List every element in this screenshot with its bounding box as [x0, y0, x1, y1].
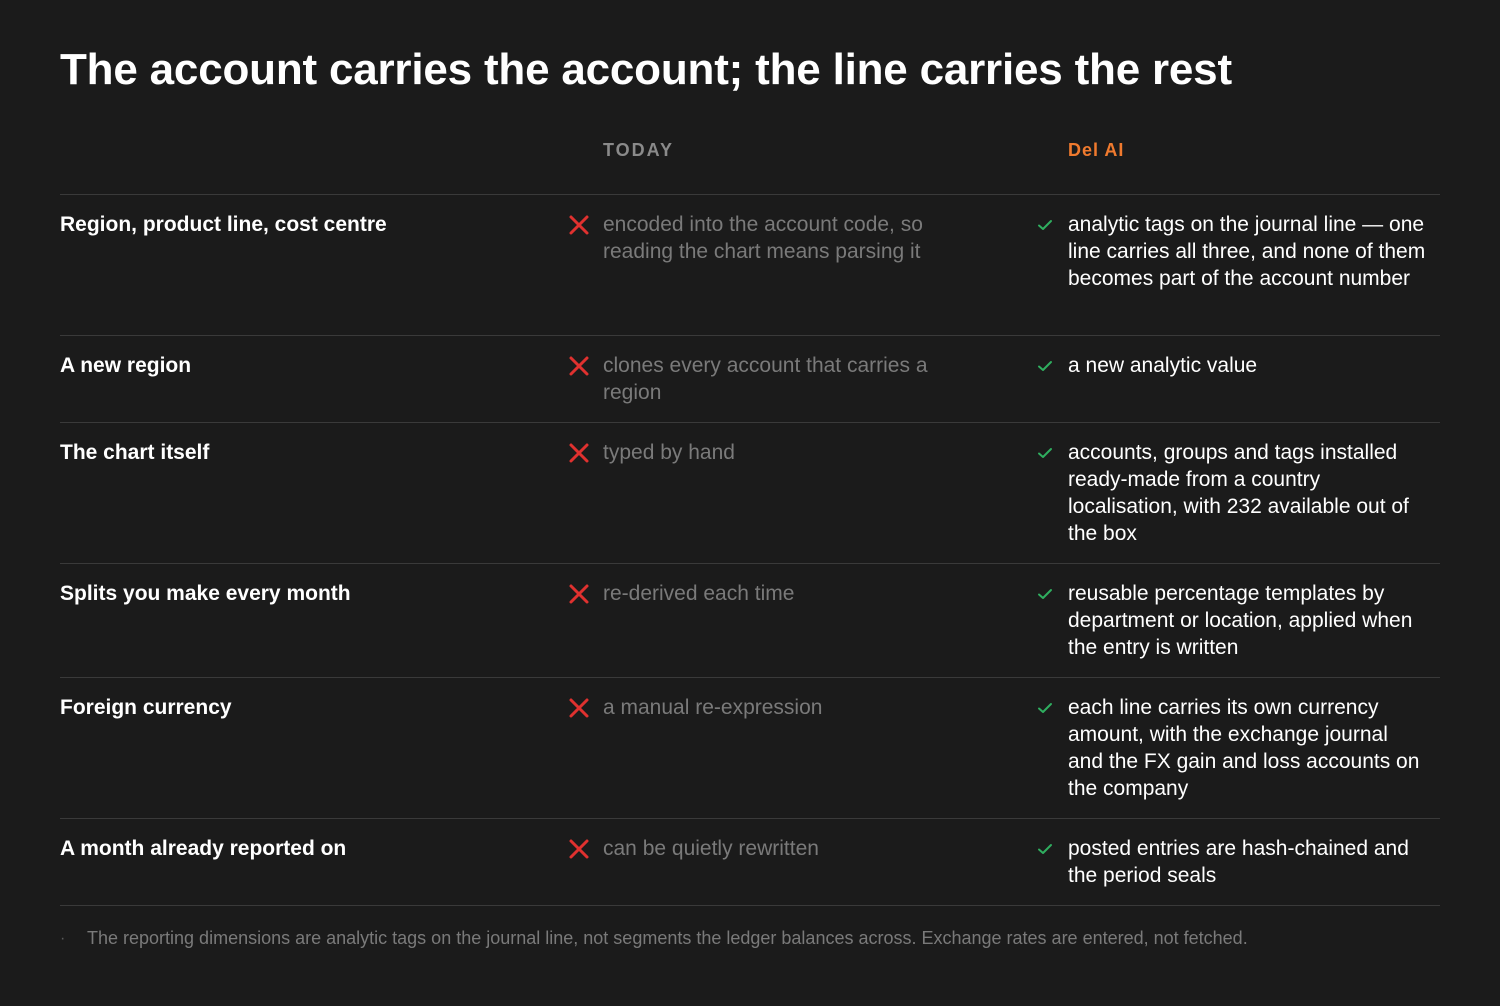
- row-label: Region, product line, cost centre: [60, 213, 387, 236]
- column-header-del-ai: Del AI: [1068, 140, 1125, 160]
- row-label: The chart itself: [60, 441, 210, 464]
- table-row: [60, 336, 1440, 423]
- check-icon: [1037, 586, 1053, 602]
- page-title: The account carries the account; the line carries the rest: [60, 45, 1232, 94]
- x-cross-icon: [568, 442, 590, 464]
- x-cross-icon: [568, 355, 590, 377]
- table-row: [60, 564, 1440, 678]
- row-label: A new region: [60, 354, 192, 377]
- today-value: can be quietly rewritten: [603, 837, 819, 860]
- x-cross-icon: [568, 583, 590, 605]
- today-value: re-derived each time: [603, 582, 795, 605]
- x-cross-icon: [568, 697, 590, 719]
- row-label: A month already reported on: [60, 837, 347, 860]
- del-ai-value: reusable percentage templates by department or location, applied when the entry is written: [1068, 582, 1413, 659]
- table-row: [60, 678, 1440, 819]
- row-label: Foreign currency: [60, 696, 232, 719]
- today-value: encoded into the account code, so reading the chart means parsing it: [603, 213, 923, 263]
- check-icon: [1037, 445, 1053, 461]
- row-label: Splits you make every month: [60, 582, 351, 605]
- today-value: typed by hand: [603, 441, 735, 464]
- del-ai-value: posted entries are hash-chained and the period seals: [1068, 837, 1409, 887]
- x-cross-icon: [568, 214, 590, 236]
- table-row: [60, 423, 1440, 564]
- comparison-table: [60, 194, 1440, 906]
- table-row: [60, 819, 1440, 906]
- check-icon: [1037, 358, 1053, 374]
- check-icon: [1037, 841, 1053, 857]
- check-icon: [1037, 700, 1053, 716]
- today-value: clones every account that carries a region: [603, 354, 928, 404]
- table-row: [60, 195, 1440, 336]
- del-ai-value: accounts, groups and tags installed ready-made from a country localisation, with 232 available out of the box: [1068, 441, 1409, 545]
- column-header-today: TODAY: [603, 140, 675, 160]
- check-icon: [1037, 217, 1053, 233]
- del-ai-value: each line carries its own currency amount, with the exchange journal and the FX gain and loss accounts on the company: [1068, 696, 1420, 800]
- x-cross-icon: [568, 838, 590, 860]
- del-ai-value: analytic tags on the journal line — one line carries all three, and none of them becomes part of the account number: [1068, 213, 1426, 290]
- footnote-text: The reporting dimensions are analytic tags on the journal line, not segments the ledger balances across. Exchange rates are entered, not fetched.: [87, 928, 1248, 948]
- footnote-bullet: ·: [60, 930, 66, 947]
- today-value: a manual re-expression: [603, 696, 823, 719]
- del-ai-value: a new analytic value: [1068, 354, 1258, 377]
